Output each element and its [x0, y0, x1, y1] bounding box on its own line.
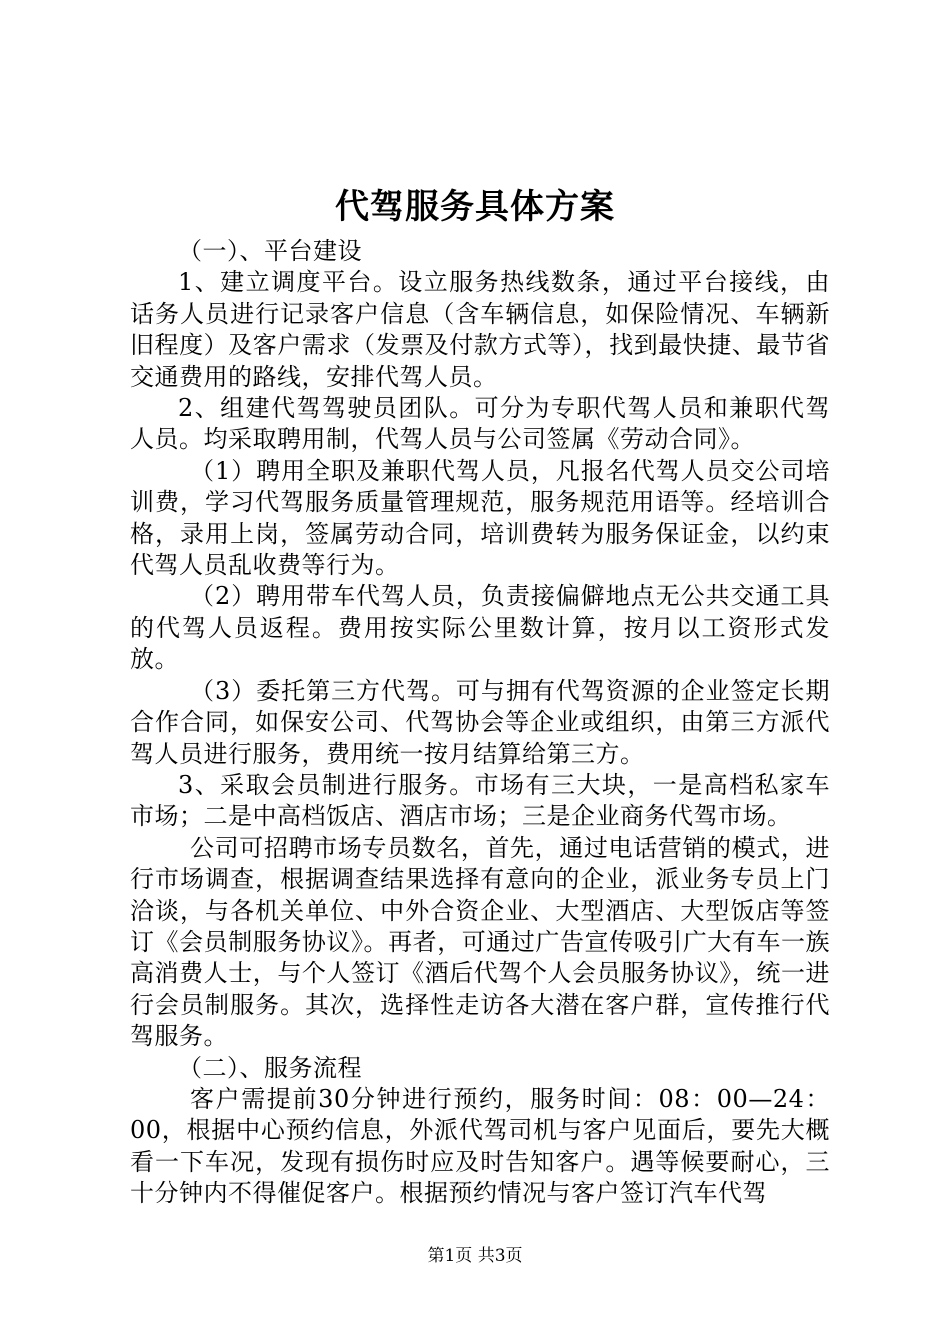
section-heading-process: （二）、服务流程	[178, 1053, 362, 1082]
paragraph-driver-team: 2、组建代驾驾驶员团队。可分为专职代驾人员和兼职代驾人员。均采取聘用制，代驾人员与公司签属《劳动合同》。	[130, 394, 830, 454]
paragraph-booking: 客户需提前30分钟进行预约，服务时间：08：00—24：00，根据中心预约信息，外派代驾司机与客户见面后，要先大概看一下车况，发现有损伤时应及时告知客户。遇等候要耐心，三十分钟内不得催促客户。根据预约情况与客户签订汽车代驾	[130, 1084, 830, 1208]
page-footer: 第1页 共3页	[427, 1246, 523, 1266]
paragraph-membership: 3、采取会员制进行服务。市场有三大块，一是高档私家车市场；二是中高档饭店、酒店市场；三是企业商务代驾市场。	[130, 770, 830, 831]
section-heading-platform: （一）、平台建设	[178, 237, 362, 265]
paragraph-third-party: （3）委托第三方代驾。可与拥有代驾资源的企业签定长期合作合同，如保安公司、代驾协会等企业或组织，由第三方派代驾人员进行服务，费用统一按月结算给第三方。	[130, 676, 830, 768]
paragraph-fulltime-parttime: （1）聘用全职及兼职代驾人员，凡报名代驾人员交公司培训费，学习代驾服务质量管理规范，服务规范用语等。经培训合格，录用上岗，签属劳动合同，培训费转为服务保证金，以约束代驾人员乱收费等行为。	[130, 456, 830, 580]
paragraph-dispatch-platform: 1、建立调度平台。设立服务热线数条，通过平台接线，由话务人员进行记录客户信息（含车辆信息，如保险情况、车辆新旧程度）及客户需求（发票及付款方式等），找到最快捷、最节省交通费用的路线，安排代驾人员。	[130, 268, 830, 391]
paragraph-car-drivers: （2）聘用带车代驾人员，负责接偏僻地点无公共交通工具的代驾人员返程。费用按实际公里数计算，按月以工资形式发放。	[130, 582, 830, 674]
document-body	[130, 236, 830, 1210]
paragraph-market-specialists: 公司可招聘市场专员数名，首先，通过电话营销的模式，进行市场调查，根据调查结果选择有意向的企业，派业务专员上门洽谈，与各机关单位、中外合资企业、大型酒店、大型饭店等签订《会员制服务协议》。再者，可通过广告宣传吸引广大有车一族高消费人士，与个人签订《酒后代驾个人会员服务协议》，统一进行会员制服务。其次，选择性走访各大潜在客户群，宣传推行代驾服务。	[130, 833, 830, 1051]
document-title: 代驾服务具体方案	[335, 187, 615, 227]
